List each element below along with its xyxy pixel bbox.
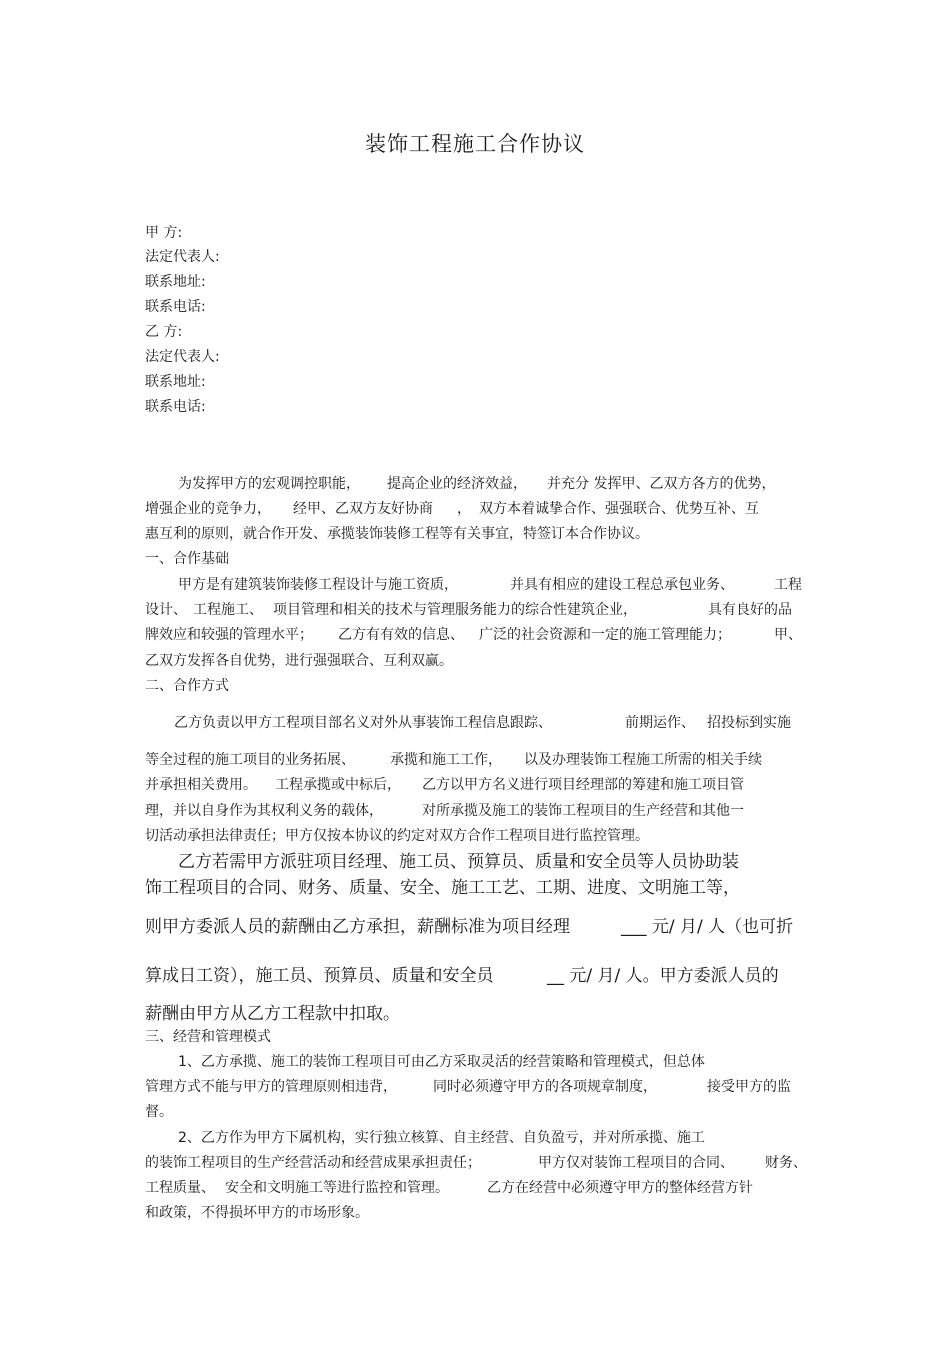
section-text: 甲方是有建筑装饰装修工程设计与施工资质， — [178, 577, 458, 593]
section-text-large: 饰工程项目的合同、财务、质量、安全、施工工艺、工期、进度、文明施工等， — [145, 878, 740, 898]
party-a-rep: 法定代表人: — [145, 249, 220, 265]
intro-text: 为发挥甲方的宏观调控职能， — [178, 476, 360, 492]
section-text: 甲方仅对装饰工程项目的合同、 — [538, 1155, 734, 1171]
party-b-address: 联系地址: — [145, 374, 206, 390]
section-heading: 三、经营和管理模式 — [145, 1029, 271, 1045]
section-text-large: 薪酬由甲方从乙方工程款中扣取。 — [145, 1004, 400, 1024]
section-text: 安全和文明施工等进行监控和管理。 — [225, 1180, 449, 1196]
section-text: 项目管理和相关的技术与管理服务能力的综合性建筑企业， — [273, 602, 637, 618]
section-text: 工程 — [774, 577, 802, 593]
section-text: 2、乙方作为甲方下属机构，实行独立核算、自主经营、自负盈亏，并对所承揽、施工 — [178, 1130, 705, 1146]
section-text: 并承担相关费用。 — [145, 777, 257, 793]
section-text: 招投标到实施 — [707, 715, 791, 731]
section-text: 切活动承担法律责任；甲方仅按本协议的约定对双方合作工程项目进行监控管理。 — [145, 828, 649, 844]
intro-text: 增强企业的竞争力， — [145, 501, 271, 517]
section-text-large: __ 元/ 月/ 人。甲方委派人员的 — [547, 966, 779, 986]
section-heading: 二、合作方式 — [145, 678, 229, 694]
section-text: 1、乙方承揽、施工的装饰工程项目可由乙方采取灵活的经营策略和管理模式，但总体 — [178, 1054, 705, 1070]
section-text: 财务、 — [765, 1155, 807, 1171]
section-text-large: 乙方若需甲方派驻项目经理、施工员、预算员、质量和安全员等人员协助装 — [178, 852, 739, 872]
section-text: 乙方以甲方名义进行项目经理部的筹建和施工项目管 — [422, 777, 744, 793]
party-b-rep: 法定代表人: — [145, 349, 220, 365]
party-b-label: 乙 方: — [145, 324, 183, 340]
section-text: 同时必须遵守甲方的各项规章制度， — [433, 1079, 657, 1095]
section-text: 等全过程的施工项目的业务拓展、 — [145, 752, 355, 768]
section-text: 以及办理装饰工程施工所需的相关手续 — [524, 752, 762, 768]
section-text-large: 则甲方委派人员的薪酬由乙方承担，薪酬标准为项目经理 — [145, 917, 570, 937]
section-text: 甲、 — [774, 627, 802, 643]
section-text: 对所承揽及施工的装饰工程项目的生产经营和其他一 — [422, 803, 744, 819]
section-text: 督。 — [145, 1104, 173, 1120]
section-text: 具有良好的品 — [708, 602, 792, 618]
section-text: 并具有相应的建设工程总承包业务、 — [510, 577, 734, 593]
section-text: 设计、 — [145, 602, 187, 618]
party-a-address: 联系地址: — [145, 274, 206, 290]
section-text: 乙方有有效的信息、 — [338, 627, 464, 643]
section-text: 前期运作、 — [625, 715, 695, 731]
section-text: 牌效应和较强的管理水平； — [145, 627, 313, 643]
section-text-large: ___ 元/ 月/ 人（也可折 — [621, 917, 794, 937]
section-text: 工程质量、 — [145, 1180, 215, 1196]
section-text: 乙方负责以甲方工程项目部名义对外从事装饰工程信息跟踪、 — [174, 715, 552, 731]
intro-text: 经甲、乙双方友好协商 — [293, 501, 433, 517]
intro-text: ， — [457, 501, 471, 517]
section-text: 和政策，不得损坏甲方的市场形象。 — [145, 1205, 369, 1221]
section-text: 工程施工、 — [193, 602, 263, 618]
section-text: 理，并以自身作为其权利义务的载体， — [145, 803, 383, 819]
section-text: 工程承揽或中标后， — [275, 777, 401, 793]
intro-text: 提高企业的经济效益， — [387, 476, 527, 492]
party-b-phone: 联系电话: — [145, 399, 206, 415]
section-text: 乙方在经营中必须遵守甲方的整体经营方针 — [487, 1180, 753, 1196]
intro-text: 双方本着诚挚合作、强强联合、优势互补、互 — [479, 501, 759, 517]
section-text: 承揽和施工工作， — [390, 752, 502, 768]
party-a-phone: 联系电话: — [145, 299, 206, 315]
section-heading: 一、合作基础 — [145, 551, 229, 567]
page-title: 装饰工程施工合作协议 — [365, 132, 585, 156]
intro-text: 并充分 发挥甲、乙双方各方的优势， — [547, 476, 776, 492]
section-text: 的装饰工程项目的生产经营活动和经营成果承担责任； — [145, 1155, 481, 1171]
section-text: 乙双方发挥各自优势，进行强强联合、互利双赢。 — [145, 653, 453, 669]
section-text: 广泛的社会资源和一定的施工管理能力； — [479, 627, 731, 643]
party-a-label: 甲 方: — [145, 225, 183, 241]
intro-text: 惠互利的原则，就合作开发、承揽装饰装修工程等有关事宜，特签订本合作协议。 — [145, 526, 649, 542]
section-text-large: 算成日工资），施工员、预算员、质量和安全员 — [145, 966, 494, 986]
section-text: 管理方式不能与甲方的管理原则相违背， — [145, 1079, 397, 1095]
section-text: 接受甲方的监 — [707, 1079, 791, 1095]
